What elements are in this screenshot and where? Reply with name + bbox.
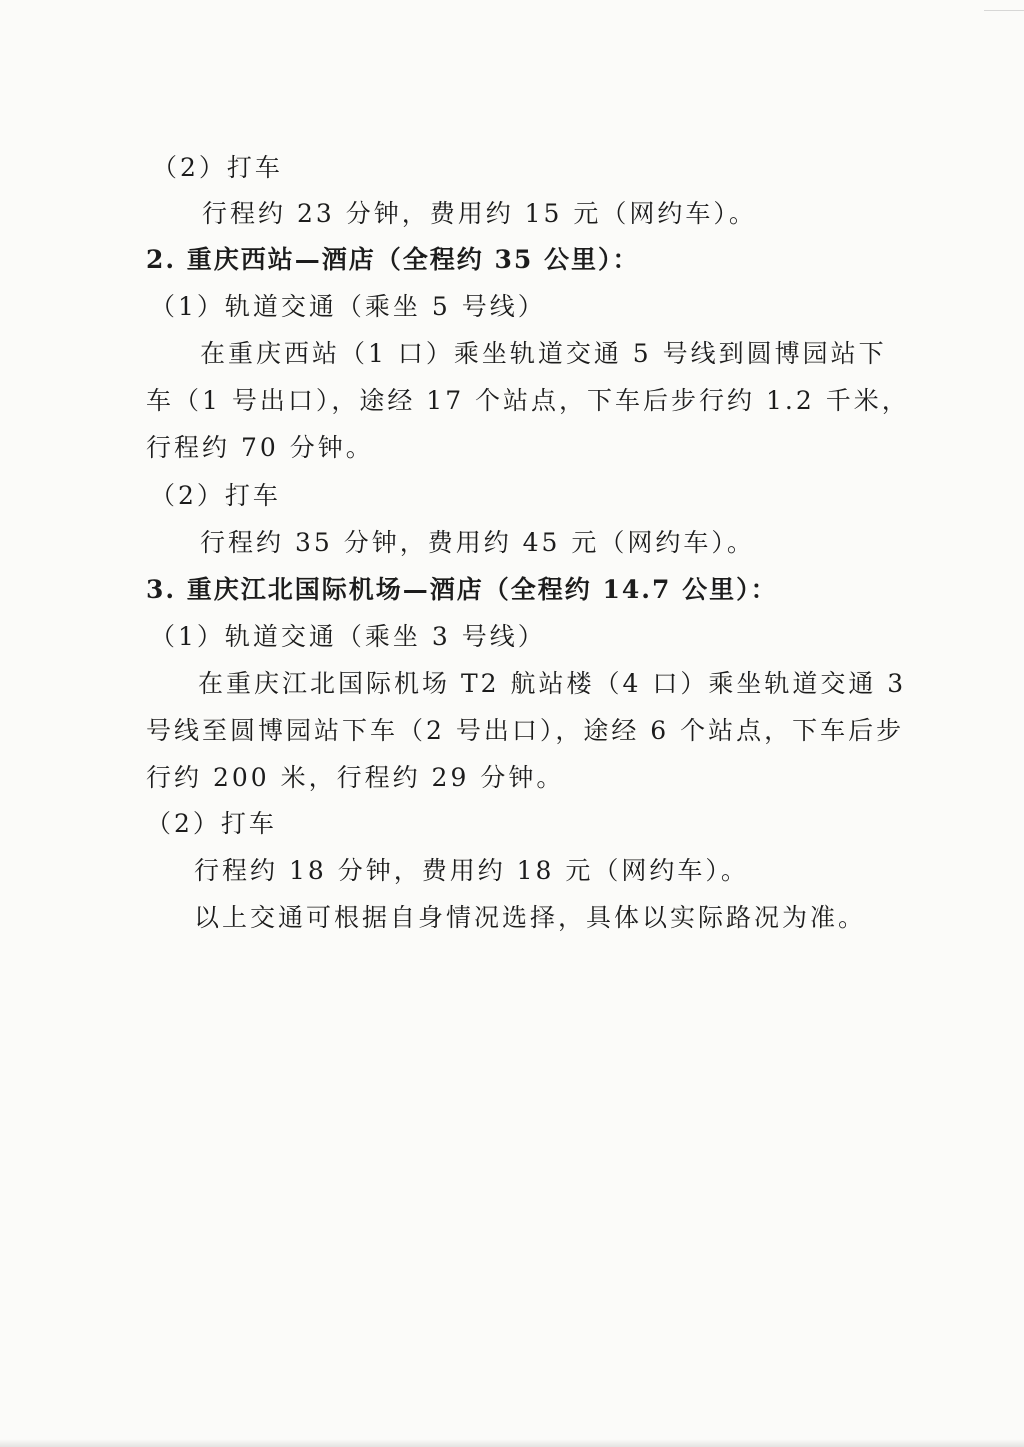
section-heading-airport: 3. 重庆江北国际机场—酒店（全程约 14.7 公里）：: [146, 575, 778, 604]
scan-bottom-edge: [0, 1439, 1024, 1447]
taxi-subheading-3: （2）打车: [146, 809, 277, 838]
taxi-subheading-1: （2）打车: [152, 153, 283, 182]
section-heading-west-station: 2. 重庆西站—酒店（全程约 35 公里）：: [146, 245, 640, 274]
taxi-detail-2: 行程约 35 分钟，费用约 45 元（网约车）。: [200, 528, 755, 557]
scan-corner-mark: [984, 0, 1024, 11]
taxi-subheading-2: （2）打车: [150, 481, 281, 510]
rail-detail-3a: 在重庆江北国际机场 T2 航站楼（4 口）乘坐轨道交通 3: [198, 669, 907, 698]
rail-detail-3b: 号线至圆博园站下车（2 号出口），途经 6 个站点，下车后步: [146, 716, 905, 745]
rail-detail-3c: 行约 200 米，行程约 29 分钟。: [146, 763, 565, 792]
taxi-detail-3: 行程约 18 分钟，费用约 18 元（网约车）。: [194, 856, 749, 885]
closing-note: 以上交通可根据自身情况选择，具体以实际路况为准。: [194, 903, 867, 932]
rail-subheading-3: （1）轨道交通（乘坐 3 号线）: [150, 622, 546, 651]
rail-subheading-2: （1）轨道交通（乘坐 5 号线）: [150, 292, 546, 321]
rail-detail-2b: 车（1 号出口），途经 17 个站点，下车后步行约 1.2 千米，: [146, 386, 910, 415]
taxi-detail-1: 行程约 23 分钟，费用约 15 元（网约车）。: [202, 199, 757, 228]
rail-detail-2c: 行程约 70 分钟。: [146, 433, 374, 462]
rail-detail-2a: 在重庆西站（1 口）乘坐轨道交通 5 号线到圆博园站下: [200, 339, 887, 368]
